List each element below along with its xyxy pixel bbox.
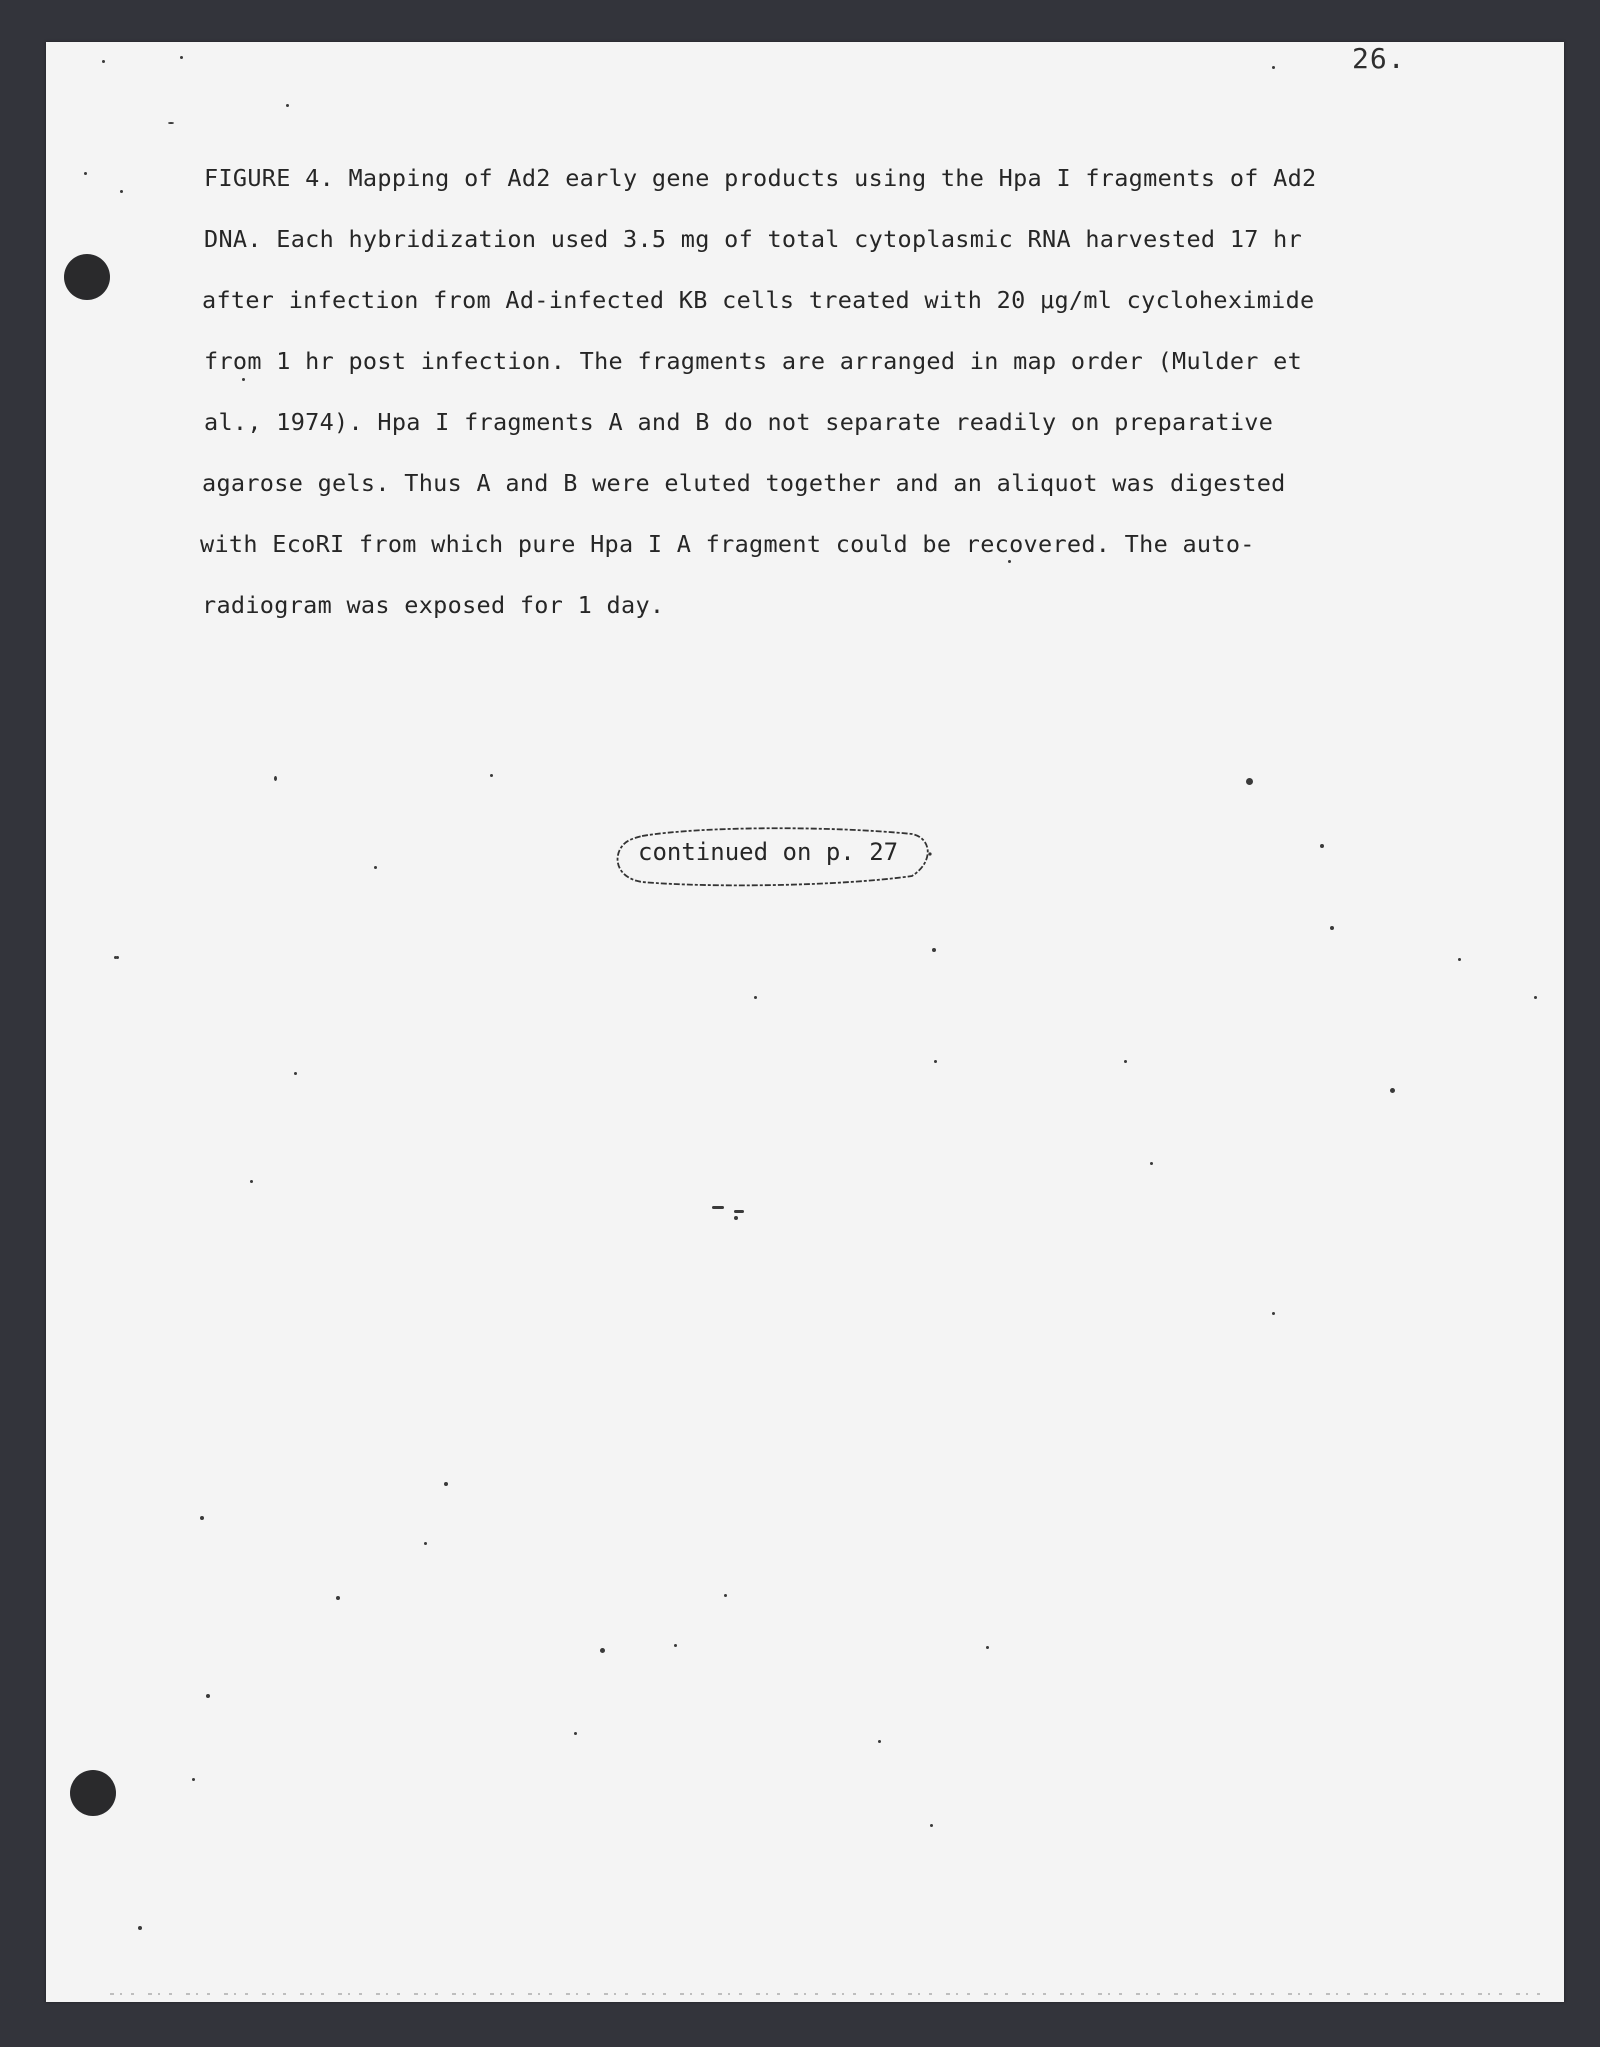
- dust-speck: [1272, 66, 1275, 69]
- dust-speck: [932, 948, 936, 952]
- dust-speck: [1150, 1162, 1153, 1165]
- dust-speck: [192, 1778, 195, 1781]
- caption-line: with EcoRI from which pure Hpa I A fragment could be recovered. The auto-: [200, 530, 1255, 558]
- dust-speck: [878, 1740, 881, 1743]
- dust-speck: [206, 1694, 210, 1698]
- dust-speck: [674, 1644, 677, 1647]
- caption-line: FIGURE 4. Mapping of Ad2 early gene products using the Hpa I fragments of Ad2: [204, 164, 1317, 192]
- dust-speck: [444, 1482, 448, 1486]
- binder-hole-bottom: [70, 1770, 116, 1816]
- continuation-note: [612, 826, 934, 888]
- dust-speck: [424, 1542, 427, 1545]
- dust-speck: [930, 1824, 933, 1827]
- dust-speck: [1320, 844, 1324, 848]
- caption-line: from 1 hr post infection. The fragments are arranged in map order (Mulder et: [204, 347, 1303, 375]
- dust-speck: [1124, 1060, 1127, 1063]
- caption-line: al., 1974). Hpa I fragments A and B do not separate readily on preparative: [204, 408, 1274, 436]
- dust-speck: [1458, 958, 1461, 961]
- continued-text: continued on p. 27: [638, 838, 899, 866]
- page-number: 26.: [1352, 42, 1406, 75]
- dust-speck: [200, 1516, 204, 1520]
- scan-edge-noise: [110, 1990, 1540, 1998]
- dust-speck: [294, 1072, 297, 1075]
- dust-speck: [84, 172, 87, 175]
- dust-speck: [274, 776, 277, 781]
- dust-speck: [712, 1206, 724, 1209]
- dust-speck: [1246, 778, 1253, 785]
- dust-speck: [986, 1646, 989, 1649]
- dust-speck: [724, 1594, 727, 1597]
- binder-hole-top: [64, 254, 110, 300]
- dust-speck: [490, 774, 493, 777]
- caption-line: agarose gels. Thus A and B were eluted together and an aliquot was digested: [202, 469, 1286, 497]
- dust-speck: [934, 1060, 937, 1063]
- dust-speck: [1272, 1312, 1275, 1315]
- dust-speck: [1390, 1088, 1395, 1093]
- dust-speck: [1534, 996, 1537, 999]
- caption-line: DNA. Each hybridization used 3.5 mg of total cytoplasmic RNA harvested 17 hr: [204, 225, 1303, 253]
- dust-speck: [168, 122, 174, 124]
- dust-speck: [102, 60, 105, 63]
- dust-speck: [242, 378, 245, 381]
- dust-speck: [374, 866, 377, 869]
- dust-speck: [600, 1648, 605, 1653]
- caption-line: after infection from Ad-infected KB cells treated with 20 μg/ml cycloheximide: [202, 286, 1315, 314]
- caption-line: radiogram was exposed for 1 day.: [202, 591, 665, 619]
- dust-speck: [574, 1732, 577, 1735]
- dust-speck: [120, 190, 123, 193]
- dust-speck: [250, 1180, 253, 1183]
- figure-caption: [200, 148, 1430, 636]
- dust-speck: [1330, 926, 1334, 930]
- dust-speck: [138, 1926, 142, 1930]
- dust-speck: [286, 104, 289, 107]
- dust-speck: [734, 1210, 744, 1213]
- dust-speck: [754, 996, 757, 999]
- dust-speck: [114, 956, 117, 959]
- dust-speck: [180, 56, 183, 59]
- dust-speck: [336, 1596, 340, 1600]
- dust-speck: [1008, 560, 1011, 563]
- dust-speck: [734, 1216, 738, 1220]
